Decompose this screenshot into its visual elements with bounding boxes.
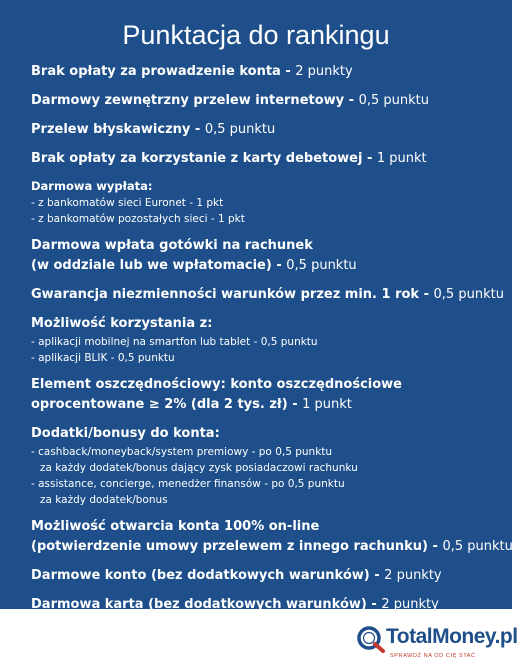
totalmoney-logo[interactable] bbox=[356, 624, 518, 666]
criterion-sub: za każdy dodatek/bonus bbox=[40, 494, 168, 506]
magnifier-q-icon bbox=[356, 624, 386, 654]
criterion-sub: - assistance, concierge, menedżer finansów - po 0,5 punktu bbox=[31, 478, 345, 490]
criterion-points: 1 punkt bbox=[302, 397, 352, 412]
criterion-points: 0,5 punktu bbox=[286, 258, 357, 273]
criterion-points: 0,5 punktu bbox=[433, 287, 504, 302]
criteria-list bbox=[31, 62, 513, 624]
criterion-heading: Dodatki/bonusy do konta: bbox=[31, 426, 220, 441]
criterion-sub: - aplikacji mobilnej na smartfon lub tablet - 0,5 punktu bbox=[31, 336, 318, 348]
criterion-label-line1: Możliwość otwarcia konta 100% on-line bbox=[31, 519, 320, 534]
logo-wordmark bbox=[386, 625, 518, 649]
criterion-label: Darmowa karta (bez dodatkowych warunków) - bbox=[31, 597, 382, 612]
criterion-points: 2 punkty bbox=[295, 64, 353, 79]
criterion-label: oprocentowane ≥ 2% (dla 2 tys. zł) - bbox=[31, 397, 303, 412]
criterion-points: 0,5 punktu bbox=[204, 122, 276, 137]
criterion-no-account-fee bbox=[31, 62, 501, 82]
criterion-label: Brak opłaty za korzystanie z karty debetowej - bbox=[31, 151, 377, 166]
criterion-sub: - z bankomatów sieci Euronet - 1 pkt bbox=[31, 197, 224, 209]
criterion-sub: - cashback/moneyback/system premiowy - po 0,5 punktu bbox=[31, 446, 333, 458]
criterion-free-withdrawal bbox=[31, 178, 501, 227]
criterion-label: Brak opłaty za prowadzenie konta - bbox=[31, 64, 296, 79]
criterion-online-opening bbox=[31, 517, 513, 557]
panel-title: Punktacja do rankingu bbox=[122, 20, 390, 50]
criterion-bonuses bbox=[31, 424, 501, 508]
criterion-sub: - aplikacji BLIK - 0,5 punktu bbox=[31, 352, 175, 364]
criterion-sub: za każdy dodatek/bonus dający zysk posiadaczowi rachunku bbox=[40, 462, 358, 474]
criterion-points: 0,5 punktu bbox=[358, 93, 429, 108]
criterion-instant-transfer bbox=[31, 120, 501, 140]
criterion-label: Gwarancja niezmienności warunków przez min. 1 rok - bbox=[31, 287, 434, 302]
logo-wordmark-tld: .pl bbox=[494, 625, 518, 648]
criterion-free-account bbox=[31, 566, 501, 586]
criterion-label-line1: Darmowa wpłata gotówki na rachunek bbox=[31, 238, 313, 253]
criterion-cash-deposit bbox=[31, 236, 501, 276]
criterion-free-card bbox=[31, 595, 501, 615]
criterion-points: 0,5 punktu bbox=[442, 539, 513, 554]
criterion-apps bbox=[31, 314, 501, 366]
criterion-label: (w oddziale lub we wpłatomacie) - bbox=[31, 258, 287, 273]
logo-tagline: SPRAWDŹ NA OD CIĘ STAĆ bbox=[390, 653, 476, 659]
criterion-points: 1 punkt bbox=[376, 151, 427, 166]
criterion-heading: Możliwość korzystania z: bbox=[31, 316, 213, 331]
criterion-label: Przelew błyskawiczny - bbox=[31, 122, 205, 137]
criterion-label: (potwierdzenie umowy przelewem z innego rachunku) - bbox=[31, 539, 443, 554]
criterion-label: Darmowy zewnętrzny przelew internetowy - bbox=[31, 93, 359, 108]
criterion-points: 2 punkty bbox=[381, 597, 439, 612]
criterion-terms-guarantee bbox=[31, 285, 504, 305]
criterion-sub: - z bankomatów pozostałych sieci - 1 pkt bbox=[31, 213, 245, 225]
criterion-label: Darmowe konto (bez dodatkowych warunków) - bbox=[31, 568, 385, 583]
criterion-free-transfer bbox=[31, 91, 501, 111]
criterion-debit-card-fee bbox=[31, 149, 501, 169]
criterion-savings bbox=[31, 375, 501, 415]
criterion-heading: Darmowa wypłata: bbox=[31, 179, 153, 193]
logo-wordmark-main: TotalMoney bbox=[386, 625, 495, 648]
criterion-points: 2 punkty bbox=[384, 568, 442, 583]
criterion-label-line1: Element oszczędnościowy: konto oszczędnościowe bbox=[31, 377, 402, 392]
